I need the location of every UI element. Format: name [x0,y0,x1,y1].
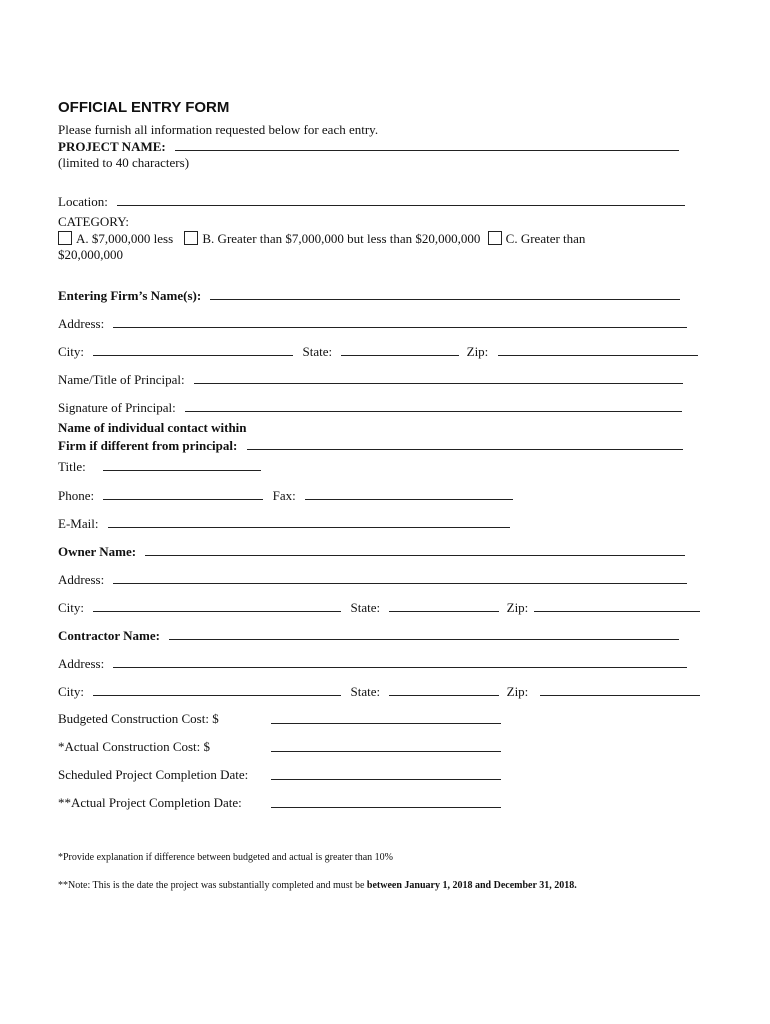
footnote-date-note [58,878,577,894]
actual-cost-field[interactable] [271,739,501,752]
signature-field[interactable] [185,399,682,412]
scheduled-date-label: Scheduled Project Completion Date: [58,767,249,782]
principal-label: Name/Title of Principal: [58,372,185,387]
project-name-limit: (limited to 40 characters) [58,155,190,170]
title-row [58,458,261,475]
budgeted-cost-label: Budgeted Construction Cost: $ [58,711,219,726]
contractor-city-field[interactable] [93,683,341,696]
scheduled-date-field[interactable] [271,767,501,780]
contractor-address-label: Address: [58,656,105,671]
owner-label: Owner Name: [58,544,137,559]
location-field[interactable] [117,193,685,206]
address-label: Address: [58,316,105,331]
category-label: CATEGORY: [58,214,130,229]
contractor-zip-label: Zip: [506,684,529,699]
firm-city-field[interactable] [93,343,293,356]
owner-zip-label: Zip: [506,600,529,615]
principal-field[interactable] [194,371,683,384]
contractor-city-row [58,683,700,700]
contractor-state-field[interactable] [389,683,499,696]
contact-label-line1: Name of individual contact within [58,420,247,435]
category-a-label: A. $7,000,000 less [76,231,174,246]
email-row [58,515,510,532]
project-name-label: PROJECT NAME: [58,139,166,154]
contact-row [58,437,683,454]
category-c-label: C. Greater than [505,231,586,246]
owner-field[interactable] [145,543,685,556]
phone-label: Phone: [58,488,95,503]
contractor-city-label: City: [58,684,85,699]
actual-date-label: **Actual Project Completion Date: [58,795,242,810]
owner-state-field[interactable] [389,599,499,612]
contractor-address-field[interactable] [113,655,687,668]
footnote-date-range: between January 1, 2018 and December 31, 2018. [366,880,577,891]
category-a-checkbox[interactable] [58,231,72,245]
signature-label: Signature of Principal: [58,400,176,415]
contractor-label: Contractor Name: [58,628,160,643]
footnote-explanation: *Provide explanation if difference between budgeted and actual is greater than 10% [58,852,393,863]
owner-address-row [58,571,687,588]
owner-row [58,543,685,560]
contractor-zip-field[interactable] [540,683,700,696]
owner-city-label: City: [58,600,85,615]
category-c-checkbox[interactable] [488,231,502,245]
phone-fax-row [58,487,513,504]
footnote-date-prefix: **Note: This is the date the project was substantially completed and must be [58,880,367,891]
city-label: City: [58,344,85,359]
owner-zip-field[interactable] [534,599,700,612]
phone-field[interactable] [103,487,263,500]
firm-zip-field[interactable] [498,343,698,356]
state-label: State: [302,344,333,359]
category-b-checkbox[interactable] [184,231,198,245]
contractor-field[interactable] [169,627,679,640]
budgeted-cost-field[interactable] [271,711,501,724]
owner-address-field[interactable] [113,571,687,584]
firm-state-field[interactable] [341,343,459,356]
owner-state-label: State: [350,600,381,615]
principal-row [58,371,683,388]
form-title: OFFICIAL ENTRY FORM [58,99,230,116]
title-label: Title: [58,459,86,474]
project-name-row [58,138,679,155]
form-intro: Please furnish all information requested below for each entry. [58,122,379,137]
contractor-state-label: State: [350,684,381,699]
contractor-address-row [58,655,687,672]
location-row [58,193,685,210]
firm-name-field[interactable] [210,287,680,300]
actual-cost-label: *Actual Construction Cost: $ [58,739,211,754]
project-name-field[interactable] [175,138,679,151]
contact-label-line2: Firm if different from principal: [58,438,238,453]
firm-name-row [58,287,680,304]
category-c-continued: $20,000,000 [58,247,123,262]
firm-city-row [58,343,698,360]
title-field[interactable] [103,458,261,471]
signature-row [58,399,682,416]
owner-city-field[interactable] [93,599,341,612]
firm-name-label: Entering Firm’s Name(s): [58,288,202,303]
email-field[interactable] [108,515,510,528]
owner-address-label: Address: [58,572,105,587]
firm-address-field[interactable] [113,315,687,328]
firm-address-row [58,315,687,332]
contact-field[interactable] [247,437,683,450]
email-label: E-Mail: [58,516,99,531]
category-b-label: B. Greater than $7,000,000 but less than $20,000,000 [202,231,481,246]
fax-label: Fax: [272,488,296,503]
location-label: Location: [58,194,108,209]
fax-field[interactable] [305,487,513,500]
zip-label: Zip: [466,344,489,359]
contractor-row [58,627,679,644]
category-options [58,231,585,247]
actual-date-field[interactable] [271,795,501,808]
owner-city-row [58,599,700,616]
